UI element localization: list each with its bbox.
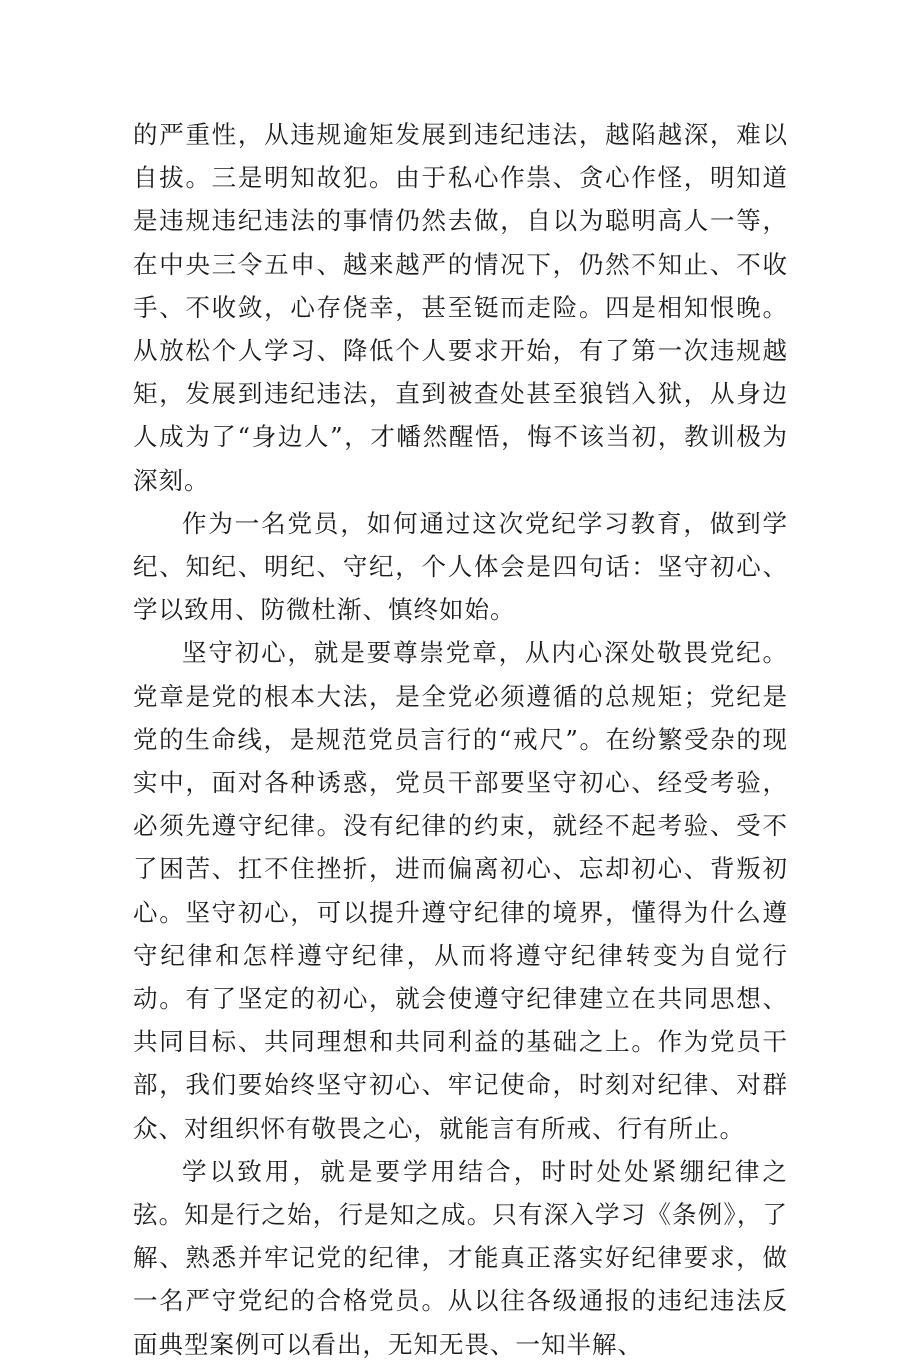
paragraph-continuation: 的严重性，从违规逾矩发展到违纪违法，越陷越深，难以自拔。三是明知故犯。由于私心作祟、贪心作怪，明知道是违规违纪违法的事情仍然去做，自以为聪明高人一等，在中央三令五申、越来越严的情况下，仍然不知止、不收手、不收敛，心存侥幸，甚至铤而走险。四是相知恨晚。从放松个人学习、降低个人要求开始，有了第一次违规越矩，发展到违纪违法，直到被查处甚至狼铛入狱，从身边人成为了“身边人”，才幡然醒悟，悔不该当初，教训极为深刻。 <box>133 120 788 495</box>
paragraph-learn-and-apply: 学以致用，就是要学用结合，时时处处紧绷纪律之弦。知是行之始，行是知之成。只有深入学习《条例》，了解、熟悉并牢记党的纪律，才能真正落实好纪律要求，做一名严守党纪的合格党员。从以往各级通报的违纪违法反面典型案例可以看出，无知无畏、一知半解、 <box>133 1156 788 1359</box>
paragraph-keep-original-aspiration: 坚守初心，就是要尊崇党章，从内心深处敬畏党纪。党章是党的根本大法，是全党必须遵循的总规矩；党纪是党的生命线，是规范党员言行的“戒尺”。在纷繁受杂的现实中，面对各种诱惑，党员干部要坚守初心、经受考验，必须先遵守纪律。没有纪律的约束，就经不起考验、受不了困苦、扛不住挫折，进而偏离初心、忘却初心、背叛初心。坚守初心，可以提升遵守纪律的境界，懂得为什么遵守纪律和怎样遵守纪律，从而将遵守纪律转变为自觉行动。有了坚定的初心，就会使遵守纪律建立在共同思想、共同目标、共同理想和共同利益的基础之上。作为党员干部，我们要始终坚守初心、牢记使命，时刻对纪律、对群众、对组织怀有敬畏之心，就能言有所戒、行有所止。 <box>133 638 788 1143</box>
paragraph-party-member-reflection: 作为一名党员，如何通过这次党纪学习教育，做到学纪、知纪、明纪、守纪，个人体会是四句话：坚守初心、学以致用、防微杜渐、慎终如始。 <box>133 508 788 625</box>
document-body <box>133 113 788 1366</box>
